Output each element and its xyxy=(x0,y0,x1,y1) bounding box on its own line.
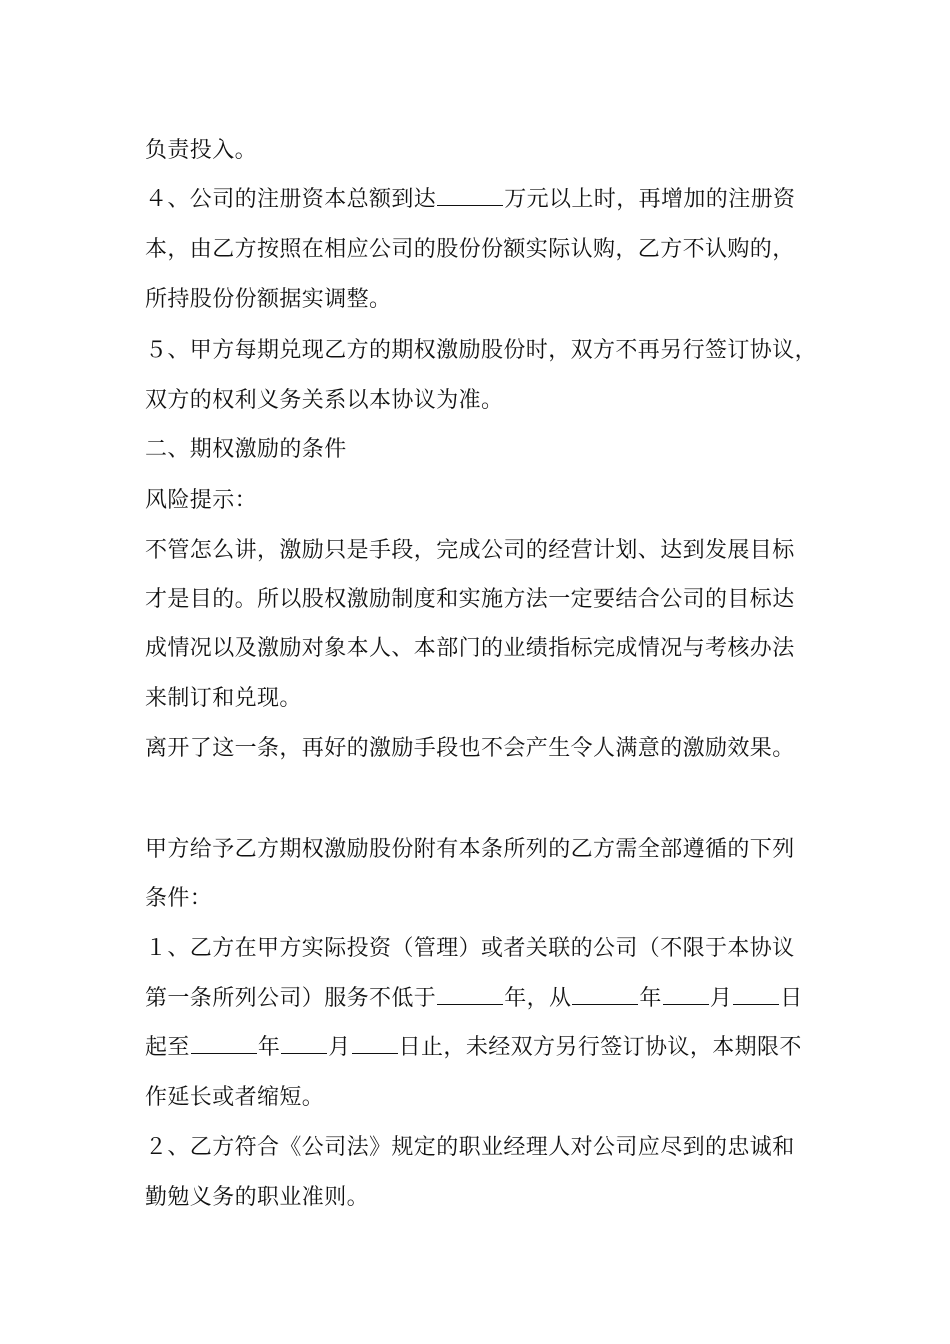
text-line xyxy=(145,386,503,416)
text-segment: 离开了这一条，再好的激励手段也不会产生令人满意的激励效果。 xyxy=(145,736,795,761)
fill-in-blank[interactable] xyxy=(437,986,503,1005)
text-segment: 甲方给予乙方期权激励股份附有本条所列的乙方需全部遵循的下列 xyxy=(145,837,795,862)
text-line xyxy=(145,634,795,664)
fill-in-blank[interactable] xyxy=(733,986,779,1005)
text-segment: 月 xyxy=(328,1035,351,1060)
text-line-condition-2 xyxy=(145,1133,795,1163)
text-segment: 成情况以及激励对象本人、本部门的业绩指标完成情况与考核办法 xyxy=(145,636,795,661)
text-segment: 日止，未经双方另行签订协议，本期限不 xyxy=(398,1035,802,1060)
text-segment: 本，由乙方按照在相应公司的股份份额实际认购，乙方不认购的， xyxy=(145,237,795,262)
text-segment: 年 xyxy=(257,1035,281,1060)
text-segment: 作延长或者缩短。 xyxy=(145,1085,325,1110)
text-line xyxy=(145,285,391,315)
section-heading xyxy=(145,435,347,465)
text-line-clause-5 xyxy=(145,336,817,366)
text-segment: 日 xyxy=(780,986,803,1011)
text-segment: 所持股份份额据实调整。 xyxy=(145,287,392,312)
fill-in-blank[interactable] xyxy=(281,1035,327,1054)
text-segment: 风险提示： xyxy=(145,488,258,513)
text-segment: 二、期权激励的条件 xyxy=(145,437,347,462)
text-segment: 条件： xyxy=(145,886,213,911)
fill-in-blank[interactable] xyxy=(663,986,709,1005)
fill-in-blank[interactable] xyxy=(352,1035,398,1054)
text-line-clause-4 xyxy=(145,185,795,215)
text-line xyxy=(145,884,212,914)
text-segment: 不管怎么讲，激励只是手段，完成公司的经营计划、达到发展目标 xyxy=(145,538,795,563)
text-line xyxy=(145,536,795,566)
text-segment: 万元以上时，再增加的注册资 xyxy=(504,187,796,212)
text-segment: ５、甲方每期兑现乙方的期权激励股份时，双方不再另行签订协议， xyxy=(145,338,818,363)
fill-in-blank[interactable] xyxy=(191,1035,257,1054)
text-segment: 才是目的。所以股权激励制度和实施方法一定要结合公司的目标达 xyxy=(145,587,795,612)
fill-in-blank[interactable] xyxy=(437,187,503,206)
text-segment: 年 xyxy=(639,986,662,1011)
text-line-condition-1 xyxy=(145,934,795,964)
text-line xyxy=(145,136,257,166)
text-segment: １、乙方在甲方实际投资（管理）或者关联的公司（不限于本协议 xyxy=(145,936,795,961)
text-segment: ２、乙方符合《公司法》规定的职业经理人对公司应尽到的忠诚和 xyxy=(145,1135,795,1160)
text-segment: 月 xyxy=(709,986,733,1011)
text-segment: 勤勉义务的职业准则。 xyxy=(145,1185,370,1210)
text-line xyxy=(145,1083,324,1113)
text-segment: ４、公司的注册资本总额到达 xyxy=(145,187,437,212)
text-segment: 双方的权利义务关系以本协议为准。 xyxy=(145,388,504,413)
text-line xyxy=(145,585,795,615)
text-segment: 起至 xyxy=(145,1035,190,1060)
text-line xyxy=(145,684,302,714)
text-line-with-blanks xyxy=(145,984,803,1014)
risk-note-heading xyxy=(145,486,257,516)
text-line xyxy=(145,235,795,265)
text-segment: 年，从 xyxy=(504,986,572,1011)
text-segment: 来制订和兑现。 xyxy=(145,686,302,711)
text-line xyxy=(145,734,795,764)
text-line xyxy=(145,1183,369,1213)
text-segment: 第一条所列公司）服务不低于 xyxy=(145,986,437,1011)
fill-in-blank[interactable] xyxy=(572,986,638,1005)
text-line xyxy=(145,835,795,865)
text-line-with-blanks xyxy=(145,1033,802,1063)
text-segment: 负责投入。 xyxy=(145,138,258,163)
